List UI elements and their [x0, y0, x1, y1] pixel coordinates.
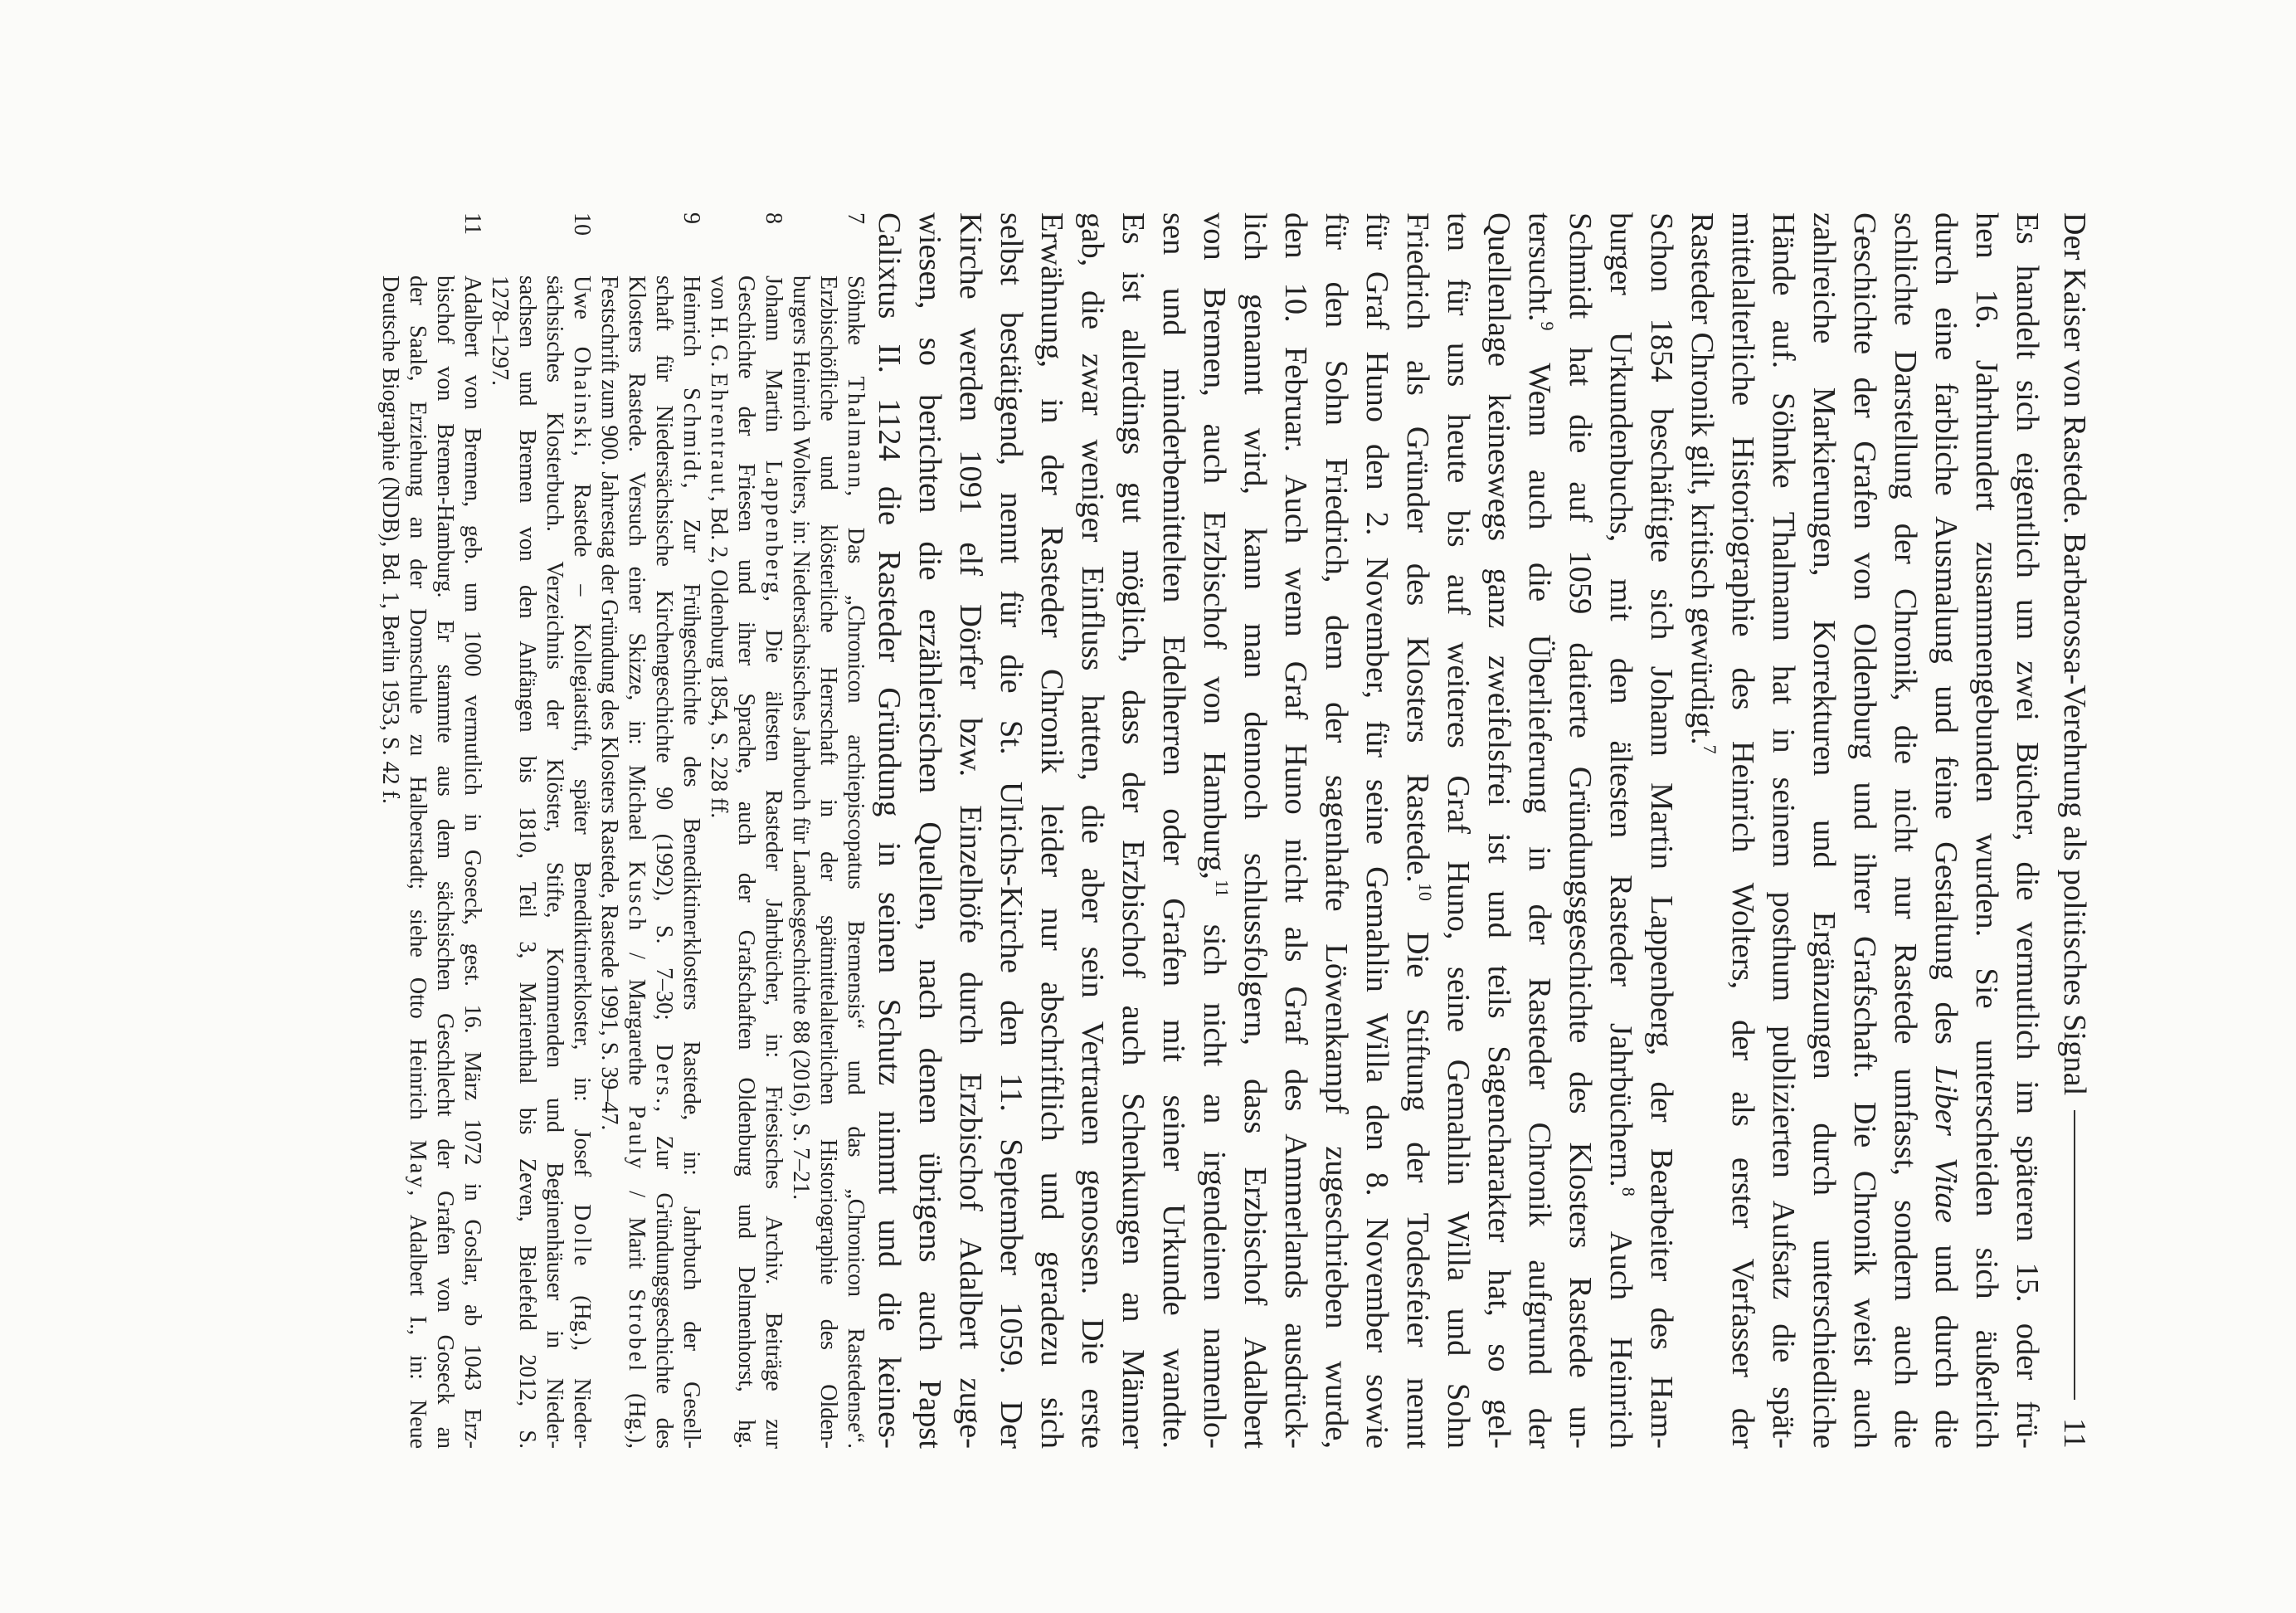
body-line	[1763, 212, 1803, 1449]
footnote	[705, 212, 787, 1449]
text-run: bischof von Bremen-Hamburg. Er stammte aus dem sächsischen Geschlecht der Grafen von Goseck an	[432, 275, 458, 1449]
footnote-line	[513, 275, 541, 1449]
text-run: / Margarethe	[624, 933, 649, 1106]
text-run: (Hg.),	[624, 1373, 649, 1449]
body-line	[1559, 212, 1600, 1449]
footnote-text	[787, 275, 869, 1449]
italic-title: Liber Vitae	[1929, 1066, 1963, 1223]
text-run: und durch die	[1929, 1222, 1963, 1449]
text-run: für den Sohn Friedrich, dem der sagenhafte Löwenkampf zugeschrieben wurde,	[1319, 212, 1354, 1449]
running-header	[2045, 212, 2104, 1449]
body-line	[1478, 212, 1519, 1449]
footnote-number: 10	[569, 212, 595, 236]
footnote-text	[596, 275, 705, 1449]
body-line	[1153, 212, 1194, 1449]
body-line	[1275, 212, 1316, 1449]
text-run: für Graf Huno den 2. November, für seine Gemahlin Willa den 8. November sowie	[1360, 212, 1394, 1449]
body-line	[990, 212, 1031, 1449]
body-line	[1072, 212, 1112, 1449]
body-line	[1519, 212, 1559, 1449]
footnote-marker: 11	[1212, 879, 1233, 898]
text-run: wiesen, so berichten die erzählerischen Quellen, nach denen übrigens auch Papst	[912, 212, 947, 1449]
text-run: Uwe	[569, 275, 595, 347]
text-run: Kirche werden 1091 elf Dörfer bzw. Einzelhöfe durch Erzbischof Adalbert zuge-	[953, 212, 988, 1449]
footnote-line	[623, 275, 650, 1449]
author-name: Thalmann	[843, 376, 868, 491]
footnote-line	[541, 275, 568, 1449]
footnote-number: 7	[843, 212, 868, 224]
body-line	[1437, 212, 1478, 1449]
footnote	[377, 212, 486, 1449]
footnote-marker: 9	[1537, 321, 1558, 331]
footnote-text	[377, 275, 486, 1449]
text-run: Erzbischöfliche und klösterliche Herrschaft in der spätmittelalterlichen Historiographie des Olden-	[815, 275, 841, 1449]
body-line	[1925, 212, 1966, 1449]
body-line	[1112, 212, 1153, 1449]
text-run: Es handelt sich eigentlich um zwei Bücher, die vermutlich im späteren 15. oder frü-	[2010, 212, 2045, 1449]
body-line	[1234, 212, 1275, 1449]
text-run: tersucht.	[1522, 212, 1557, 322]
text-run: den 10. Februar. Auch wenn Graf Huno nicht als Graf des Ammerlands ausdrück-	[1278, 212, 1313, 1449]
text-run: Adalbert von Bremen, geb. um 1000 vermutlich in Goseck, gest. 16. März 1072 in Goslar, ab 1043 Erz-	[460, 275, 485, 1449]
text-run: Klosters Rastede. Versuch einer Skizze, in: Michael	[624, 275, 649, 861]
text-run: von Bremen, auch Erzbischof von Hamburg,	[1197, 212, 1232, 880]
footnote-line	[815, 275, 842, 1449]
footnote-line	[568, 275, 596, 1449]
footnote-line	[732, 275, 760, 1449]
footnote	[596, 212, 705, 1449]
text-run: , Adalbert I., in: Neue	[405, 1190, 430, 1450]
author-name: Ehrentraut	[706, 373, 732, 496]
footnote-line	[678, 275, 705, 1449]
footnote-number: 9	[679, 212, 704, 224]
body-text	[868, 212, 2047, 1449]
footnote-line	[596, 275, 623, 1449]
footnote-marker: 8	[1618, 1187, 1639, 1196]
footnote-line	[650, 275, 678, 1449]
footnote-text	[486, 275, 596, 1449]
text-run: Es ist allerdings gut möglich, dass der Erzbischof auch Schenkungen an Männer	[1116, 212, 1150, 1449]
footnote-line	[377, 275, 404, 1449]
footnote-line	[459, 275, 486, 1449]
text-run: gab, die zwar weniger Einfluss hatten, die aber sein Vertrauen genossen. Die erste	[1075, 212, 1110, 1449]
footnote-line	[404, 275, 431, 1449]
author-name: May	[405, 1139, 430, 1191]
text-run: Friedrich als Gründer des Klosters Rastede.	[1400, 212, 1435, 883]
text-run: Quellenlage keineswegs ganz zweifelsfrei ist und teils Sagencharakter hat, so gel-	[1481, 212, 1516, 1449]
text-run: , Die ältesten Rasteder Jahrbücher, in: Friesisches Archiv. Beiträge zur	[761, 595, 786, 1449]
body-line	[1803, 212, 1844, 1449]
footnote-line	[705, 275, 732, 1449]
text-run: / Marit	[624, 1171, 649, 1289]
footnote-marker: 10	[1415, 882, 1436, 901]
header-title: Der Kaiser von Rastede. Barbarossa-Verehrung als politisches Signal	[2057, 212, 2092, 1096]
text-run: lich genannt wird, kann man dennoch schlussfolgern, dass Erzbischof Adalbert	[1238, 212, 1272, 1449]
footnote-line	[486, 275, 513, 1449]
text-run: hen 16. Jahrhundert zusammengebunden wurden. Sie unterscheiden sich äußerlich	[1969, 212, 2004, 1449]
body-line	[868, 212, 909, 1449]
text-run: sachsen und Bremen von den Anfängen bis 1810, Teil 3, Marienthal bis Zeven, Bielefeld 2012, S.	[514, 275, 540, 1449]
text-run: Die Stiftung der Todesfeier nennt	[1400, 900, 1435, 1449]
text-run: schaft für Niedersächsische Kirchengeschichte 90 (1992), S. 7–30;	[651, 275, 677, 1045]
text-run: Geschichte der Friesen und ihrer Sprache, auch der Grafschaften Oldenburg und Delmenhorst, hg.	[733, 275, 759, 1449]
text-run: Deutsche Biographie (NDB), Bd. 1, Berlin 1953, S. 42 f.	[377, 275, 403, 804]
text-run: Rasteder Chronik gilt, kritisch gewürdigt.	[1685, 212, 1720, 745]
footnote-line	[842, 275, 869, 1449]
footnote-text	[705, 275, 787, 1449]
text-run: durch eine farbliche Ausmalung und feine Gestaltung des	[1929, 212, 1963, 1067]
footnote-number: 11	[460, 212, 485, 235]
body-line	[1031, 212, 1072, 1449]
body-line	[1397, 212, 1437, 1449]
text-run: schlichte Darstellung der Chronik, die nicht nur Rastede umfasst, sondern auch die	[1888, 212, 1923, 1449]
text-run: Calixtus II. 1124 die Rasteder Gründung in seinen Schutz nimmt und die keines-	[872, 212, 907, 1449]
body-line	[1356, 212, 1397, 1449]
author-name: Pauly	[624, 1105, 649, 1172]
text-run: , Rastede – Kollegiatstift, später Benediktinerkloster, in: Josef	[569, 450, 595, 1205]
text-run: der Saale, Erziehung an der Domschule zu Halberstadt; siehe Otto Heinrich	[405, 275, 430, 1140]
text-run: , Zur Gründungsgeschichte des	[651, 1106, 677, 1449]
body-line	[1966, 212, 2007, 1449]
page-number: 11	[2057, 1418, 2092, 1449]
author-name: Lappenberg	[761, 460, 786, 596]
text-run: Wenn auch die Überlieferung in der Rasteder Chronik aufgrund der	[1522, 330, 1557, 1449]
author-name: Dolle	[569, 1204, 595, 1269]
text-run: sich nicht an irgendeinen namenlo-	[1197, 897, 1232, 1450]
author-name: Ohainski	[569, 346, 595, 451]
text-run: 1278–1297.	[487, 275, 513, 386]
header-rule	[2074, 1110, 2075, 1400]
footnotes	[377, 212, 869, 1449]
text-run: mittelalterliche Historiographie des Heinrich Wolters, der als erster Verfasser der	[1725, 212, 1760, 1449]
text-run: zahlreiche Markierungen, Korrekturen und Ergänzungen durch unterschiedliche	[1807, 212, 1841, 1449]
text-run: Geschichte der Grafen von Oldenburg und ihrer Grafschaft. Die Chronik weist auch	[1847, 212, 1882, 1449]
body-line	[1316, 212, 1356, 1449]
text-run: Auch Heinrich	[1603, 1196, 1638, 1449]
body-line	[950, 212, 990, 1449]
text-run: sen und minderbemittelten Edelherren oder Grafen mit seiner Urkunde wandte.	[1156, 212, 1191, 1449]
body-line	[1844, 212, 1885, 1449]
footnote	[787, 212, 869, 1449]
body-line	[1600, 212, 1641, 1449]
text-run: von H. G.	[706, 275, 732, 373]
text-run: selbst bestätigend, nennt für die St. Ulrichs-Kirche den 11. September 1059. Der	[994, 212, 1029, 1449]
footnote-line	[760, 275, 787, 1449]
text-run: (Hg.), Nieder-	[569, 1268, 595, 1450]
author-name: Kusch	[624, 860, 649, 933]
text-run: sächsisches Klosterbuch. Verzeichnis der Klöster, Stifte, Kommenden und Beginenhäuser in Nieder-	[542, 275, 567, 1449]
author-name: Strobel	[624, 1289, 649, 1374]
footnote	[486, 212, 596, 1449]
footnote-line	[787, 275, 815, 1449]
footnote-number: 8	[761, 212, 786, 224]
body-line	[1681, 212, 1722, 1449]
text-run: Söhnke	[843, 275, 868, 377]
text-run: ten für uns heute bis auf weiteres Graf Huno, seine Gemahlin Willa und Sohn	[1441, 212, 1476, 1449]
text-run: Hände auf. Söhnke Thalmann hat in seinem posthum publizierten Aufsatz die spät-	[1766, 212, 1801, 1449]
text-run: , Bd. 2, Oldenburg 1854, S. 228 ff.	[706, 495, 732, 819]
text-run: Festschrift zum 900. Jahrestag der Gründung des Klosters Rastede, Rastede 1991, S. 39–47.	[596, 275, 622, 1131]
author-name: Schmidt	[679, 387, 704, 483]
body-line	[1885, 212, 1925, 1449]
author-name: Ders.	[651, 1044, 677, 1107]
body-line	[1194, 212, 1234, 1449]
text-run: Schon 1854 beschäftigte sich Johann Martin Lappenberg, der Bearbeiter des Ham-	[1644, 212, 1679, 1449]
text-run: Heinrich	[679, 275, 704, 388]
footnote-line	[431, 275, 459, 1449]
text-run: burger Urkundenbuchs, mit den ältesten Rasteder Jahrbüchern.	[1603, 212, 1638, 1187]
body-line	[2007, 212, 2047, 1449]
footnote-marker: 7	[1700, 744, 1720, 754]
text-run: , Zur Frühgeschichte des Benediktinerklosters Rastede, in: Jahrbuch der Gesell-	[679, 482, 704, 1449]
text-run: , Das „Chronicon archiepiscopatus Bremensis“ und das „Chronicon Rastedense“.	[843, 490, 868, 1449]
text-run: Johann Martin	[761, 275, 786, 461]
body-line	[1722, 212, 1763, 1449]
text-run: Erwähnung, in der Rasteder Chronik leider nur abschriftlich und geradezu sich	[1034, 212, 1069, 1449]
text-run: burgers Heinrich Wolters, in: Niedersächsisches Jahrbuch für Landesgeschichte 88 (2016), S. 7–21.	[788, 275, 814, 1201]
text-run: Schmidt hat die auf 1059 datierte Gründungsgeschichte des Klosters Rastede un-	[1563, 212, 1598, 1449]
body-line	[1641, 212, 1681, 1449]
body-line	[909, 212, 950, 1449]
